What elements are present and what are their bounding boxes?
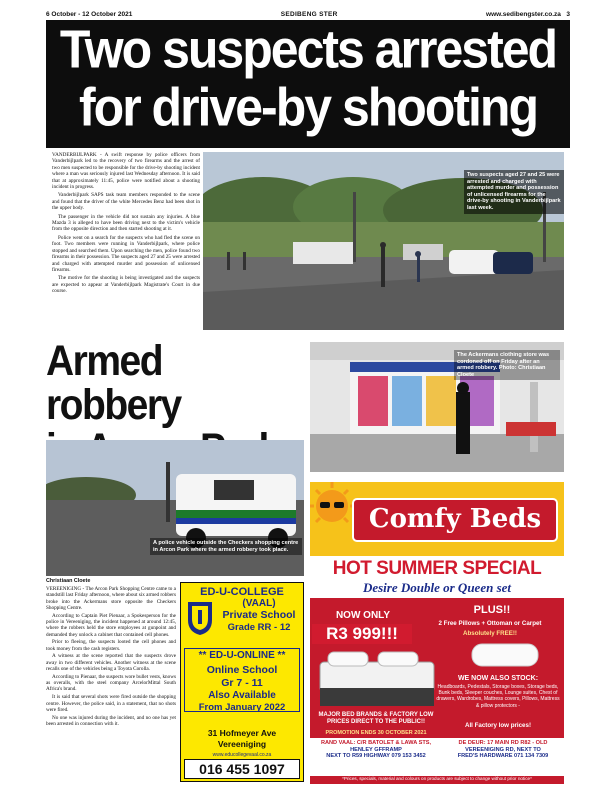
story1-paragraph: Vanderbijlpark SAPS task team members responded to the scene and found that the driver of the white Mercedes Benz had been shot in the upper body. [52, 192, 200, 212]
story1-paragraph: The motive for the shooting is being investigated and the suspects are expected to appear at Vanderbijlpark Magistrate's Court in due course. [52, 275, 200, 295]
edu-available: Also Available [208, 690, 276, 701]
edu-private: Private School [222, 609, 296, 621]
page-number: 3 [566, 10, 570, 18]
beds-major-brands: MAJOR BED BRANDS & FACTORY LOW PRICES DIRECT TO THE PUBLIC!! [318, 712, 434, 725]
de-deur-line-2: VEREENIGING RD, NEXT TO [465, 746, 541, 753]
rand-vaal-line-1: RAND VAAL: C/R BATOLET & LAWA STS, [320, 740, 432, 746]
story2-paragraph: A witness at the scene reported that the suspects drove away in two different vehicles. Another witness at the scene recalls one of the vehicles being a Toyota Corolla. [46, 653, 176, 673]
police-vehicle-illustration [46, 440, 304, 576]
story2-paragraph: VEREENIGING - The Arcon Park Shopping Centre came to a standstill last Friday afternoon, where about six armed robbers broke into the Ackermans store opposite the Checkers Shopping Centre. [46, 586, 176, 611]
edu-vaal: (VAAL) [242, 598, 276, 609]
beds-absolutely-free: Absolutely FREE!! [463, 630, 517, 637]
headline-line-2: for drive-by shooting [79, 76, 537, 138]
beds-stock-foot: All Factory low prices! [464, 722, 532, 729]
paper-name: SEDIBENG STER [280, 10, 338, 18]
byline: Christiaan Cloete [46, 578, 91, 584]
beds-price: R3 999!!! [312, 624, 412, 644]
rand-vaal-line-2: HENLEY GFFRAMP [350, 746, 402, 753]
story1-paragraph: VANDERBIJLPARK - A swift response by police officers from Vanderbijlpark led to the recovery of two firearms and the arrest of two men suspected to be responsible for the drive-by shooting incident where a man was seriously injured last Wednesday afternoon. It is said that at approximately 11:45, police were notified about a shooting incident in progress. [52, 152, 200, 191]
beds-free-offer: 2 Free Pillows + Ottoman or Carpet [438, 620, 542, 627]
beds-hot-special: HOT SUMMER SPECIAL [332, 558, 542, 579]
edu-website[interactable]: www.educollegevaal.co.za [212, 752, 272, 758]
robbery-headline-line-1: Armed robbery [46, 337, 181, 430]
site-url[interactable]: www.sedibengster.co.za [486, 10, 561, 18]
header-right [486, 11, 570, 18]
story2-paragraph: Prior to fleeing, the suspects looted the cell phones and took money from the cash registers. [46, 639, 176, 652]
story2-paragraph: According to Pienaar, the suspects wore bullet vests, knows as overalls, with the steel company ArcelorMittal South Africa's brand. [46, 673, 176, 693]
edu-grade: Grade RR - 12 [227, 622, 291, 633]
beds-de-deur [442, 740, 564, 760]
police-vehicle-caption: A police vehicle outside the Checkers shopping centre in Arcon Park where the armed robbery took place. [150, 538, 302, 555]
bed-illustration [318, 644, 436, 710]
beds-desire: Desire Double or Queen set [362, 580, 512, 595]
story2-paragraph: According to Captain Piet Pienaar, a Spokesperson for the police in Vereeniging, the incident happened at around 12:45, where the robbers held the store employees at gunpoint and demanded they unlock a cabinet that contained cell phones. [46, 612, 176, 638]
beds-promo-end: PROMOTION ENDS 30 OCTOBER 2021 [325, 730, 427, 736]
beds-stock-heading: WE NOW ALSO STOCK: [457, 675, 539, 682]
beds-brand: Comfy Beds [368, 504, 542, 534]
edu-online: ** ED-U-ONLINE ** [198, 650, 286, 661]
story2-paragraph: No one was injured during the incident, and no one has yet been arrested in connection with it. [46, 714, 176, 727]
de-deur-line-3: FRED'S HARDWARE 071 134 7309 [457, 753, 549, 760]
rand-vaal-line-3: NEXT TO R59 HIGHWAY 079 153 3452 [326, 753, 426, 760]
story1-paragraph: Police went on a search for the suspects who had fled the scene on foot. Two members were running in Vanderbijlpark, where police stopped and searched them. Upon searching the men, police found two firearms in their possession. The suspects aged 27 and 25 were arrested and charged with attempted murder and possession of unlicensed firearms. [52, 234, 200, 273]
police-vehicle-photo [46, 440, 304, 576]
store-caption: The Ackermans clothing store was cordoned off on Friday after an armed robbery. Photo: Christiaan Cloete [454, 350, 560, 380]
story1-body [52, 152, 200, 297]
edu-title: ED-U-COLLEGE [200, 586, 284, 598]
headline-line-1: Two suspects arrested [59, 18, 557, 80]
pillow-icon [470, 640, 540, 670]
crime-scene-caption: Two suspects aged 27 and 25 were arrested and charged with attempted murder and possession of unlicensed firearms for the drive-by shooting in Vanderbijlpark last week. [464, 170, 564, 214]
edu-address-line-1: 31 Hofmeyer Ave [207, 728, 277, 738]
beds-rand-vaal [312, 740, 440, 760]
beds-now-only: NOW ONLY [335, 610, 391, 621]
edu-online-school: Online School [206, 664, 278, 676]
edu-phone[interactable]: 016 455 1097 [199, 761, 285, 777]
edu-from-date: From January 2022 [198, 702, 286, 713]
story1-paragraph: The passenger in the vehicle did not sustain any injuries. A blue Mazda 3 is alleged to have been driving next to the victim's vehicle from the opposite direction and then started shooting at it. [52, 213, 200, 233]
edu-address-line-2: Vereeniging [217, 739, 267, 749]
edu-crest-icon [186, 600, 214, 636]
de-deur-line-1: DE DEUR: 17 MAIN RD R82 - OLD [458, 740, 548, 746]
beds-disclaimer: *Prices, specials, material and colours on products are subject to change without prior notice* [342, 776, 532, 781]
beds-stock-list: Headboards, Pedestals, Storage boxes, Storage beds, Bunk beds, Sleeper couches, Lounge suites, Chest of drawers, Wardrobes, Mattress covers, Pillows, Mattress & pillow protectors - [436, 684, 560, 709]
edu-online-grades: Gr 7 - 11 [221, 677, 263, 689]
story2-paragraph: It is said that several shots were fired outside the shopping centre. However, the police said, in a statement, that no shots were fired. [46, 694, 176, 713]
issue-date: 6 October - 12 October 2021 [46, 10, 133, 18]
story2-body [46, 586, 176, 729]
beds-plus: PLUS!! [473, 604, 511, 616]
